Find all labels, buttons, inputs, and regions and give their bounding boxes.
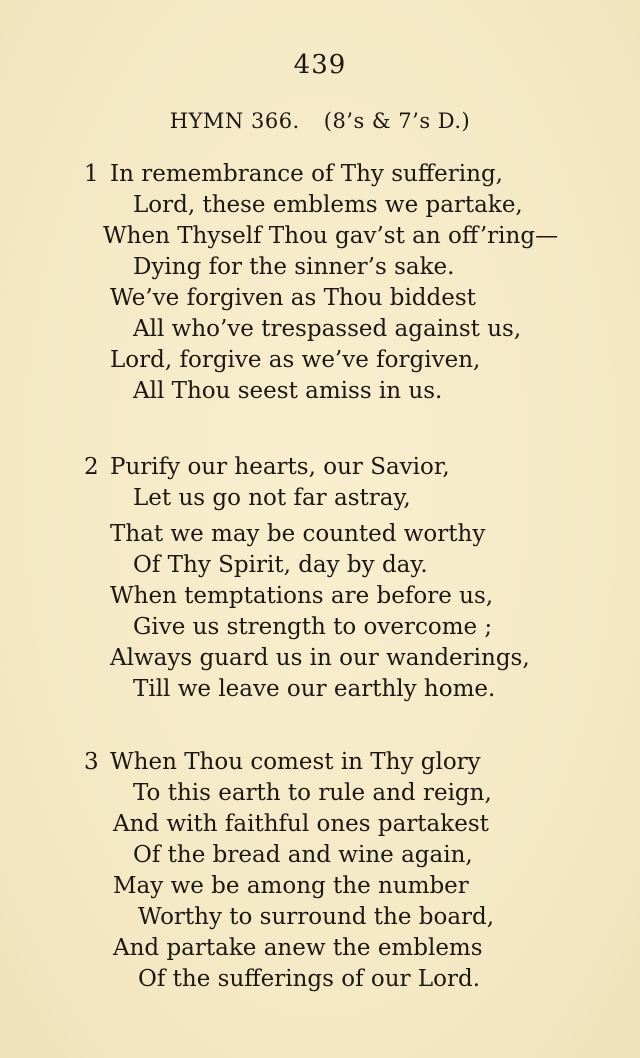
verse-line: When Thou comest in Thy glory [110, 749, 481, 775]
verse-line: In remembrance of Thy suffering, [110, 161, 503, 187]
verse-line: Let us go not far astray, [133, 485, 411, 511]
verse-number: 2 [84, 454, 99, 480]
verse-line: And partake anew the emblems [113, 935, 483, 961]
verse-line: When temptations are before us, [110, 583, 494, 609]
verse-line: Lord, these emblems we partake, [133, 192, 523, 218]
verse-number: 3 [84, 749, 99, 775]
verse-line: To this earth to rule and reign, [133, 780, 492, 806]
verse-line: Till we leave our earthly home. [133, 676, 496, 702]
verse-line: All Thou seest amiss in us. [133, 378, 443, 404]
verse-line: Lord, forgive as we’ve forgiven, [110, 347, 481, 373]
verse-line: Of the bread and wine again, [133, 842, 473, 868]
verse-line: Purify our hearts, our Savior, [110, 454, 450, 480]
hymn-meter: (8’s & 7’s D.) [323, 109, 471, 133]
verse-number: 1 [84, 161, 99, 187]
verse-line: When Thyself Thou gav’st an off’ring— [103, 223, 559, 249]
verse-line: Give us strength to overcome ; [133, 614, 493, 640]
hymn-title: HYMN 366. [169, 109, 300, 133]
verse-line: Always guard us in our wanderings, [110, 645, 530, 671]
page-number: 439 [293, 50, 347, 80]
verse-line: May we be among the number [113, 873, 469, 899]
verse-line: And with faithful ones partakest [113, 811, 489, 837]
verse-line: Dying for the sinner’s sake. [133, 254, 455, 280]
verse-line: Worthy to surround the board, [138, 904, 495, 930]
verse-line: All who’ve trespassed against us, [133, 316, 522, 342]
verse-line: Of Thy Spirit, day by day. [133, 552, 428, 578]
hymn-heading [0, 109, 640, 133]
verse-line: Of the sufferings of our Lord. [138, 966, 481, 992]
verse-line: That we may be counted worthy [110, 521, 486, 547]
verse-line: We’ve forgiven as Thou biddest [110, 285, 476, 311]
